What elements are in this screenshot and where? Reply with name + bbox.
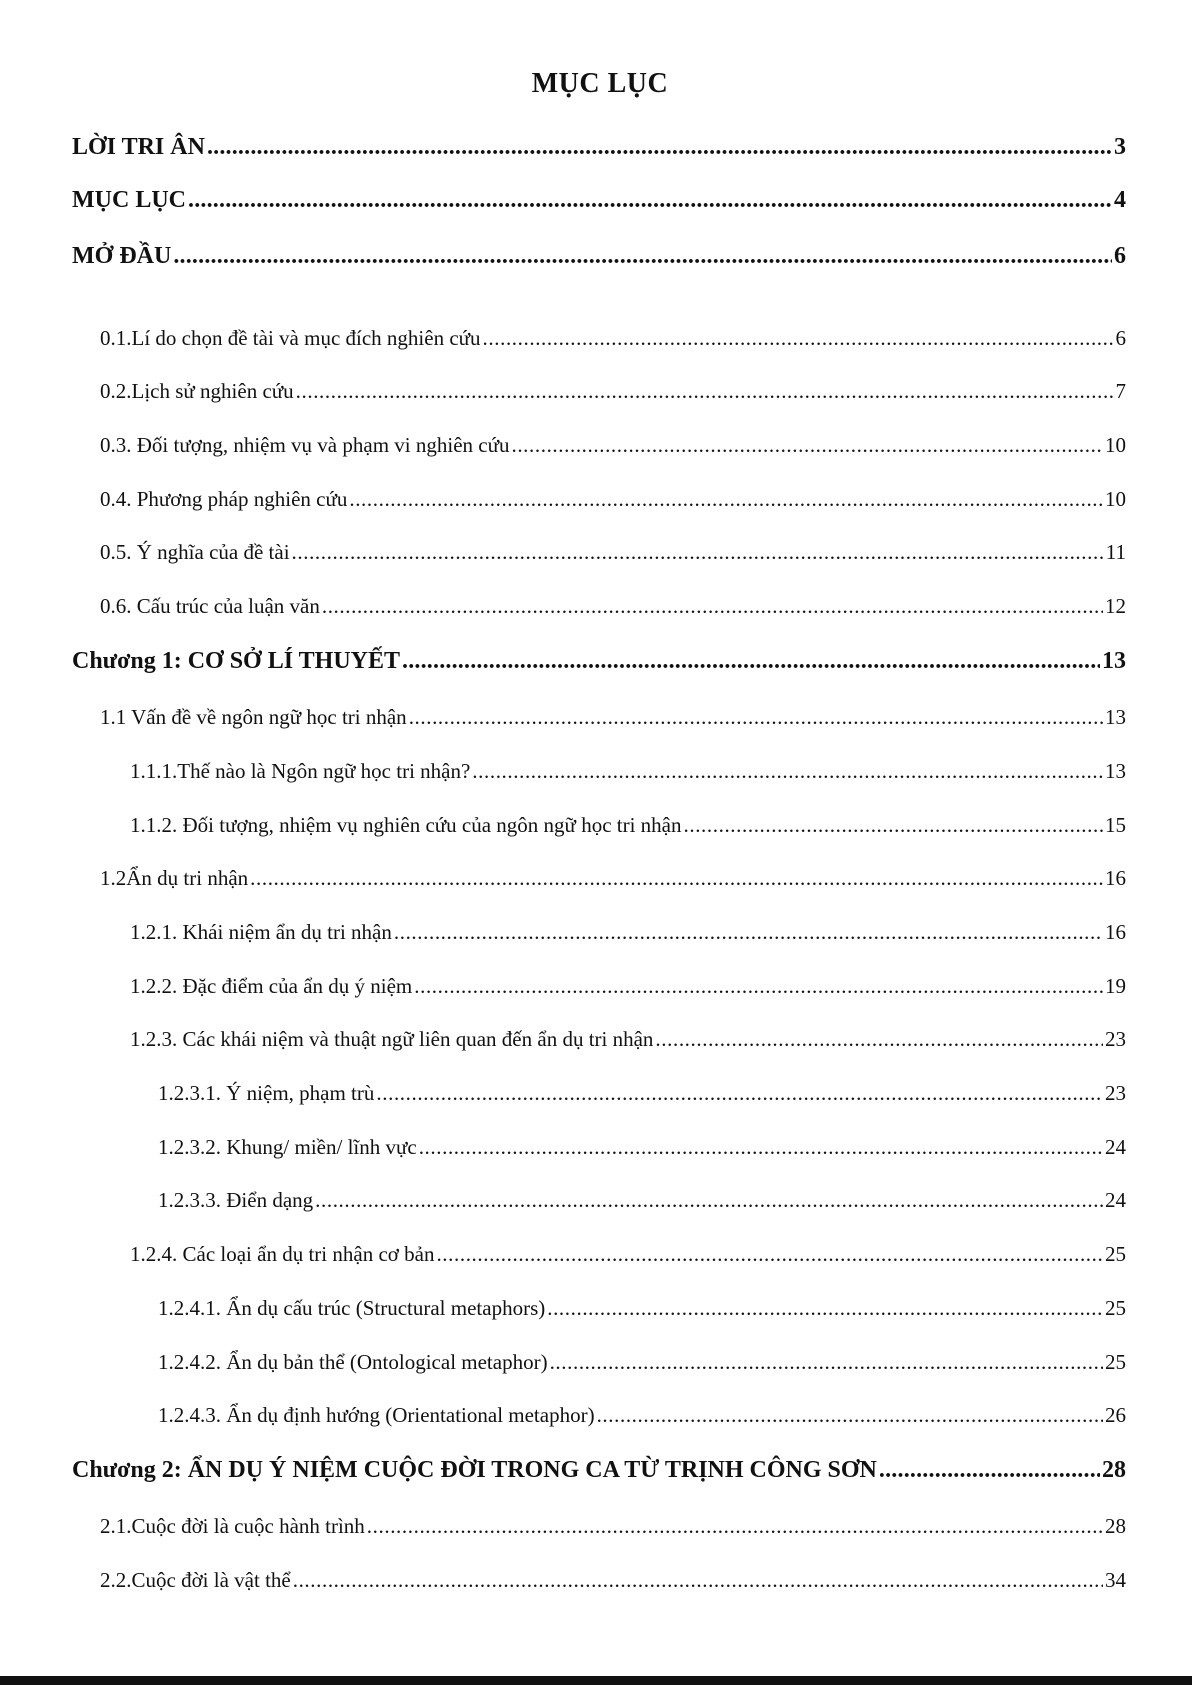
toc-dot-leader	[207, 134, 1112, 161]
toc-page-number: 28	[1102, 1457, 1126, 1483]
toc-page-number: 10	[1105, 487, 1126, 511]
toc-entry-label: 1.1.1.Thế nào là Ngôn ngữ học tri nhận?	[130, 759, 471, 783]
toc-entry-label: 1.1 Vấn đề về ngôn ngữ học tri nhận	[100, 705, 407, 729]
toc-entry-1-1-1[interactable]	[130, 759, 1126, 784]
toc-dot-leader	[402, 648, 1100, 675]
toc-dot-leader	[349, 487, 1103, 512]
toc-entry-label: 0.6. Cấu trúc của luận văn	[100, 594, 320, 618]
toc-dot-leader	[173, 243, 1112, 270]
toc-entry-label: 1.2.3.1. Ý niệm, phạm trù	[158, 1081, 375, 1105]
toc-entry-label: 1.2.2. Đặc điểm của ẩn dụ ý niệm	[130, 974, 413, 998]
toc-page-number: 24	[1105, 1188, 1126, 1212]
toc-dot-leader	[879, 1457, 1100, 1484]
toc-dot-leader	[684, 813, 1104, 838]
toc-dot-leader	[436, 1242, 1103, 1267]
toc-entry-label: 1.2.4. Các loại ẩn dụ tri nhận cơ bản	[130, 1242, 435, 1266]
toc-entry-label: 1.2.1. Khái niệm ẩn dụ tri nhận	[130, 920, 392, 944]
toc-entry-2-1[interactable]	[100, 1514, 1126, 1539]
toc-dot-leader	[292, 540, 1104, 565]
toc-dot-leader	[597, 1403, 1103, 1428]
toc-entry-label: LỜI TRI ÂN	[72, 134, 205, 160]
toc-entry-0-5[interactable]	[100, 540, 1126, 565]
page-bottom-edge	[0, 1676, 1192, 1685]
toc-entry-label: 1.2.3. Các khái niệm và thuật ngữ liên quan đến ẩn dụ tri nhận	[130, 1027, 654, 1051]
toc-page-number: 23	[1105, 1081, 1126, 1105]
toc-entry-1-1[interactable]	[100, 705, 1126, 730]
toc-entry-label: MỤC LỤC	[72, 187, 186, 213]
toc-page-number: 13	[1105, 759, 1126, 783]
toc-entry-1-2-3-1[interactable]	[158, 1081, 1126, 1106]
toc-dot-leader	[296, 379, 1114, 404]
toc-entry-1-2-4-2[interactable]	[158, 1350, 1126, 1375]
toc-entry-1-2-4[interactable]	[130, 1242, 1126, 1267]
toc-entry-0-6[interactable]	[100, 594, 1126, 619]
toc-page-number: 34	[1105, 1568, 1126, 1592]
toc-page-number: 26	[1105, 1403, 1126, 1427]
toc-dot-leader	[250, 866, 1103, 891]
toc-entry-1-2-3-2[interactable]	[158, 1135, 1126, 1160]
page-title: MỤC LỤC	[531, 68, 669, 99]
toc-dot-leader	[550, 1350, 1103, 1375]
toc-entry-label: 0.4. Phương pháp nghiên cứu	[100, 487, 348, 511]
toc-dot-leader	[414, 974, 1103, 999]
toc-page-number: 7	[1115, 379, 1126, 403]
toc-dot-leader	[511, 433, 1103, 458]
toc-entry-0-4[interactable]	[100, 487, 1126, 512]
toc-entry-chuong-2[interactable]	[72, 1457, 1126, 1484]
toc-dot-leader	[547, 1296, 1103, 1321]
toc-page-number: 6	[1115, 326, 1126, 350]
toc-entry-mo-dau[interactable]	[72, 243, 1126, 270]
toc-page-number: 24	[1105, 1135, 1126, 1159]
toc-page-number: 23	[1105, 1027, 1126, 1051]
toc-dot-leader	[655, 1027, 1103, 1052]
toc-entry-1-2-1[interactable]	[130, 920, 1126, 945]
toc-entry-2-2[interactable]	[100, 1568, 1126, 1593]
toc-page-number: 25	[1105, 1242, 1126, 1266]
toc-page-number: 25	[1105, 1296, 1126, 1320]
toc-page-number: 13	[1102, 648, 1126, 674]
toc-entry-loi-tri-an[interactable]	[72, 134, 1126, 161]
toc-dot-leader	[483, 326, 1114, 351]
toc-page-number: 11	[1105, 540, 1126, 564]
toc-entry-1-1-2[interactable]	[130, 813, 1126, 838]
toc-entry-label: 2.1.Cuộc đời là cuộc hành trình	[100, 1514, 365, 1538]
toc-entry-0-1[interactable]	[100, 326, 1126, 351]
toc-page-number: 12	[1105, 594, 1126, 618]
toc-entry-1-2[interactable]	[100, 866, 1126, 891]
toc-page-number: 19	[1105, 974, 1126, 998]
toc-dot-leader	[394, 920, 1103, 945]
toc-page-number: 15	[1105, 813, 1126, 837]
toc-entry-label: 1.2.4.2. Ẩn dụ bản thể (Ontological metaphor)	[158, 1350, 548, 1374]
toc-page-number: 16	[1105, 920, 1126, 944]
toc-page-number: 4	[1114, 187, 1126, 213]
toc-dot-leader	[376, 1081, 1103, 1106]
toc-entry-label: 0.3. Đối tượng, nhiệm vụ và phạm vi nghiên cứu	[100, 433, 510, 457]
toc-entry-1-2-4-1[interactable]	[158, 1296, 1126, 1321]
toc-entry-label: 0.5. Ý nghĩa của đề tài	[100, 540, 290, 564]
toc-entry-label: 1.1.2. Đối tượng, nhiệm vụ nghiên cứu của ngôn ngữ học tri nhận	[130, 813, 682, 837]
toc-entry-muc-luc[interactable]	[72, 187, 1126, 214]
toc-page-number: 28	[1105, 1514, 1126, 1538]
toc-entry-label: 1.2.4.3. Ẩn dụ định hướng (Orientational metaphor)	[158, 1403, 595, 1427]
toc-entry-1-2-2[interactable]	[130, 974, 1126, 999]
toc-entry-label: 1.2.3.3. Điển dạng	[158, 1188, 314, 1212]
toc-entry-1-2-4-3[interactable]	[158, 1403, 1126, 1428]
toc-dot-leader	[419, 1135, 1103, 1160]
toc-dot-leader	[188, 187, 1112, 214]
toc-entry-chuong-1[interactable]	[72, 648, 1126, 675]
toc-entry-label: 1.2.4.1. Ẩn dụ cấu trúc (Structural metaphors)	[158, 1296, 546, 1320]
toc-dot-leader	[322, 594, 1103, 619]
toc-page-number: 3	[1114, 134, 1126, 160]
toc-entry-label: 1.2.3.2. Khung/ miền/ lĩnh vực	[158, 1135, 417, 1159]
toc-page-number: 16	[1105, 866, 1126, 890]
toc-page-number: 13	[1105, 705, 1126, 729]
toc-entry-1-2-3-3[interactable]	[158, 1188, 1126, 1213]
toc-entry-1-2-3[interactable]	[130, 1027, 1126, 1052]
toc-dot-leader	[367, 1514, 1103, 1539]
toc-entry-label: 0.1.Lí do chọn đề tài và mục đích nghiên cứu	[100, 326, 481, 350]
toc-dot-leader	[409, 705, 1103, 730]
toc-entry-label: 0.2.Lịch sử nghiên cứu	[100, 379, 294, 403]
toc-dot-leader	[472, 759, 1103, 784]
toc-page-number: 6	[1114, 243, 1126, 269]
toc-entry-0-2[interactable]	[100, 379, 1126, 404]
toc-dot-leader	[293, 1568, 1103, 1593]
toc-page-number: 25	[1105, 1350, 1126, 1374]
toc-entry-0-3[interactable]	[100, 433, 1126, 458]
toc-entry-label: 1.2Ẩn dụ tri nhận	[100, 866, 249, 890]
toc-entry-label: 2.2.Cuộc đời là vật thể	[100, 1568, 291, 1592]
toc-page-number: 10	[1105, 433, 1126, 457]
toc-entry-label: MỞ ĐẦU	[72, 243, 172, 269]
toc-entry-label: Chương 1: CƠ SỞ LÍ THUYẾT	[72, 648, 400, 674]
toc-entry-label: Chương 2: ẨN DỤ Ý NIỆM CUỘC ĐỜI TRONG CA TỪ TRỊNH CÔNG SƠN	[72, 1457, 877, 1483]
toc-dot-leader	[315, 1188, 1103, 1213]
